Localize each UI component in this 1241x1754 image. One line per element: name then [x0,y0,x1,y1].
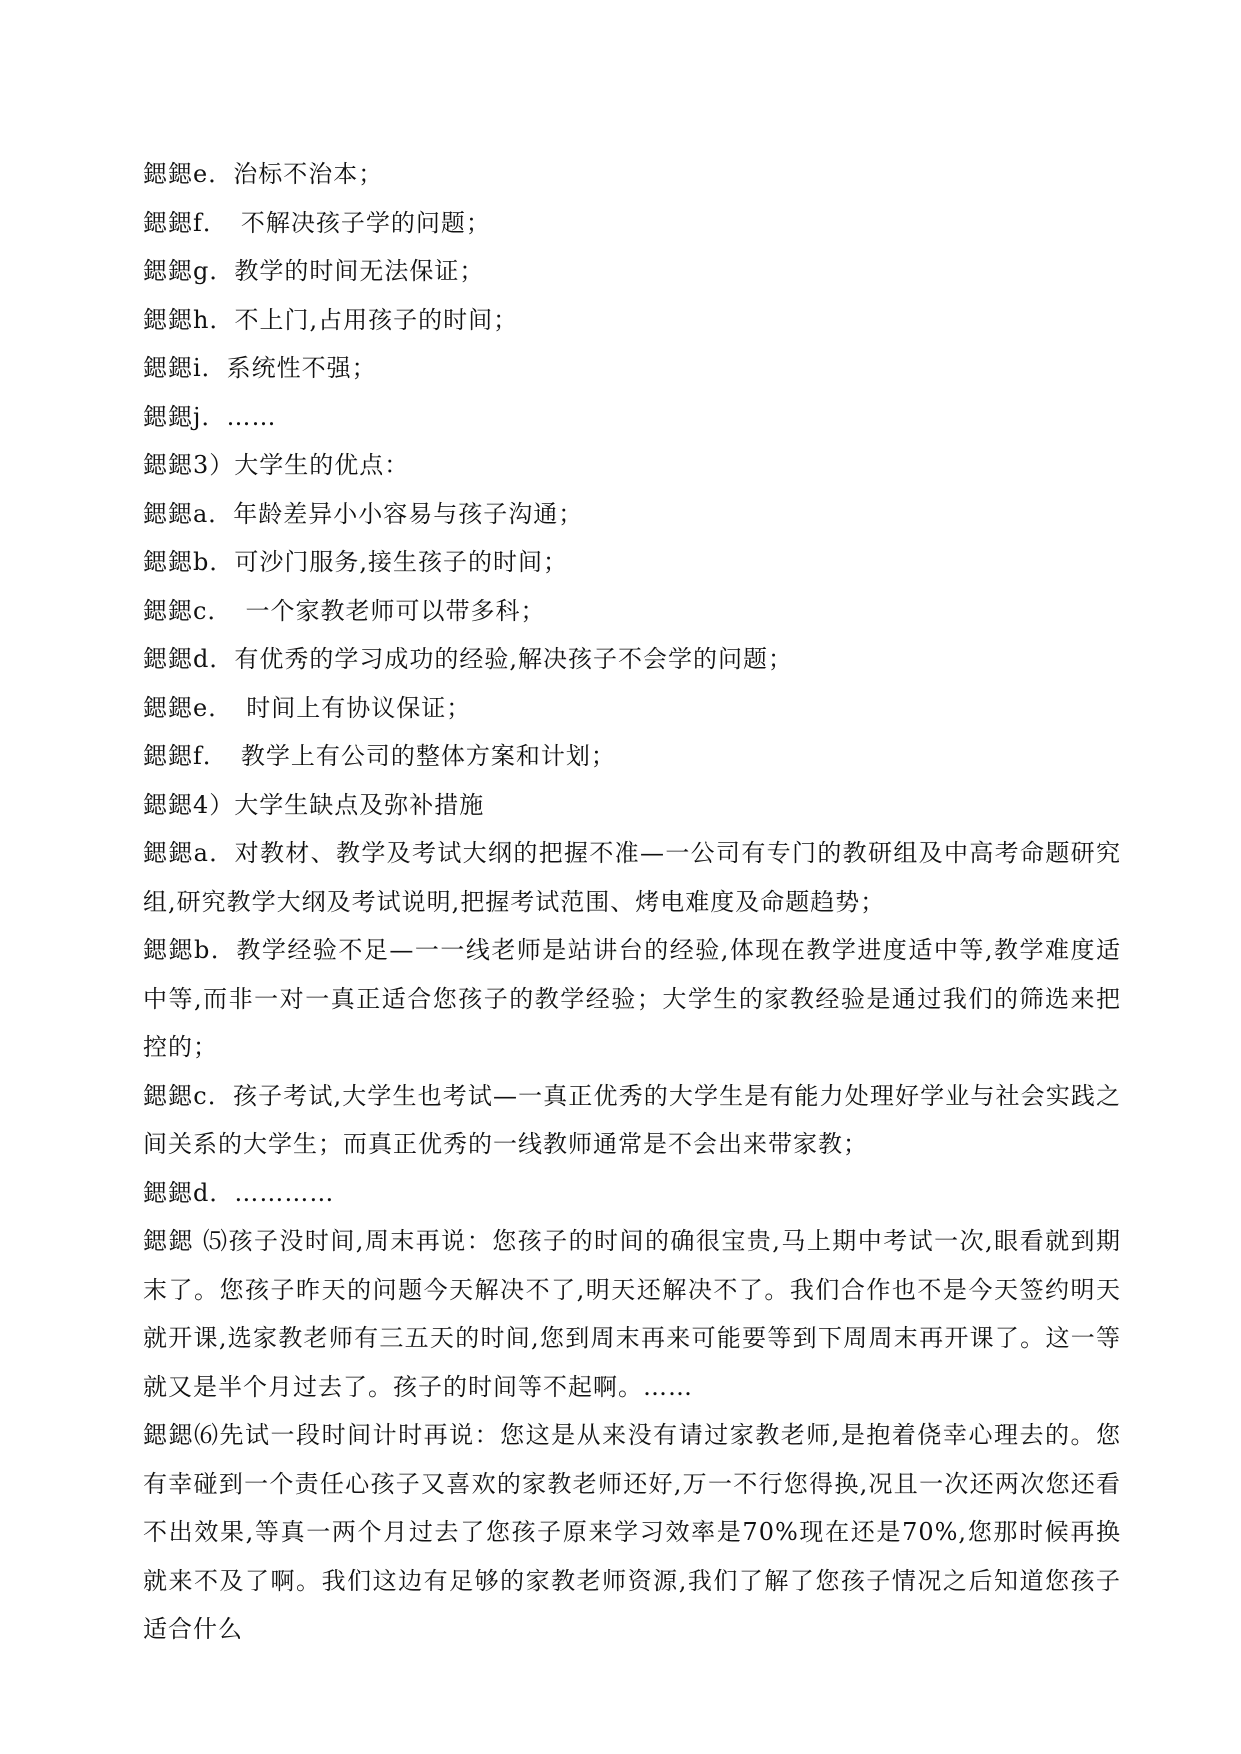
heading-student-disadvantages: 鍶鍶4）大学生缺点及弥补措施 [143,790,485,819]
paragraph-c-student-exams: 鍶鍶c．孩子考试,大学生也考试—一真正优秀的大学生是有能力处理好学业与社会实践之间关系的大学生；而真正优秀的一线教师通常是不会出来带家教； [143,1081,1121,1158]
paragraph-j-ellipsis: 鍶鍶j．…… [143,402,277,431]
paragraph-e-time-agreement: 鍶鍶e． 时间上有协议保证； [143,693,472,722]
paragraph-b-home-service: 鍶鍶b．可沙门服务,接生孩子的时间； [143,548,568,576]
paragraph-i-not-systematic: 鍶鍶i．系统性不强； [143,354,377,382]
paragraph-a-syllabus-grasp: 鍶鍶a．对教材、教学及考试大纲的把握不准—一公司有专门的教研组及中高考命题研究组,研究教学大纲及考试说明,把握考试范围、烤电难度及命题趋势； [143,839,1121,916]
paragraph-a-small-age-gap: 鍶鍶a．年龄差异小小容易与孩子沟通； [143,499,584,528]
paragraph-b-teaching-experience: 鍶鍶b．教学经验不足—一一线老师是站讲台的经验,体现在教学进度适中等,教学难度适中等,而非一对一真正适合您孩子的教学经验；大学生的家教经验是通过我们的筛选来把控的； [143,936,1121,1061]
paragraph-d-ellipsis: 鍶鍶d．………… [143,1178,335,1207]
paragraph-g-time-not-guaranteed: 鍶鍶g．教学的时间无法保证； [143,257,485,285]
heading-student-advantages: 鍶鍶3）大学生的优点： [143,451,410,479]
paragraph-5-no-time-weekend: 鍶鍶 ⑸孩子没时间,周末再说：您孩子的时间的确很宝贵,马上期中考试一次,眼看就到期末了。您孩子昨天的问题今天解决不了,明天还解决不了。我们合作也不是今天签约明天就开课,选家教老师有三五天的时间,您到周末再来可能要等到下周周末再开课了。这一等就又是半个月过去了。孩子的时间等不起啊。…… [143,1227,1121,1401]
paragraph-h-no-home-visit: 鍶鍶h．不上门,占用孩子的时间； [143,305,519,334]
paragraph-d-learning-experience: 鍶鍶d．有优秀的学习成功的经验,解决孩子不会学的问题； [143,645,793,673]
paragraph-f-company-plan: 鍶鍶f． 教学上有公司的整体方案和计划； [143,742,616,770]
paragraph-6-trial-period: 鍶鍶⑹先试一段时间计时再说：您这是从来没有请过家教老师,是抱着侥幸心理去的。您有幸碰到一个责任心孩子又喜欢的家教老师还好,万一不行您得换,况且一次还两次您还看不出效果,等真一两个月过去了您孩子原来学习效率是70%现在还是70%,您那时候再换就来不及了啊。我们这边有足够的家教老师资源,我们了解了您孩子情况之后知道您孩子适合什么 [143,1421,1121,1643]
paragraph-e-treat-symptoms: 鍶鍶e．治标不治本； [143,160,384,188]
paragraph-f-not-solve-learning: 鍶鍶f． 不解决孩子学的问题； [143,208,491,237]
paragraph-c-multi-subject: 鍶鍶c． 一个家教老师可以带多科； [143,596,546,625]
document-page [143,150,1121,1654]
